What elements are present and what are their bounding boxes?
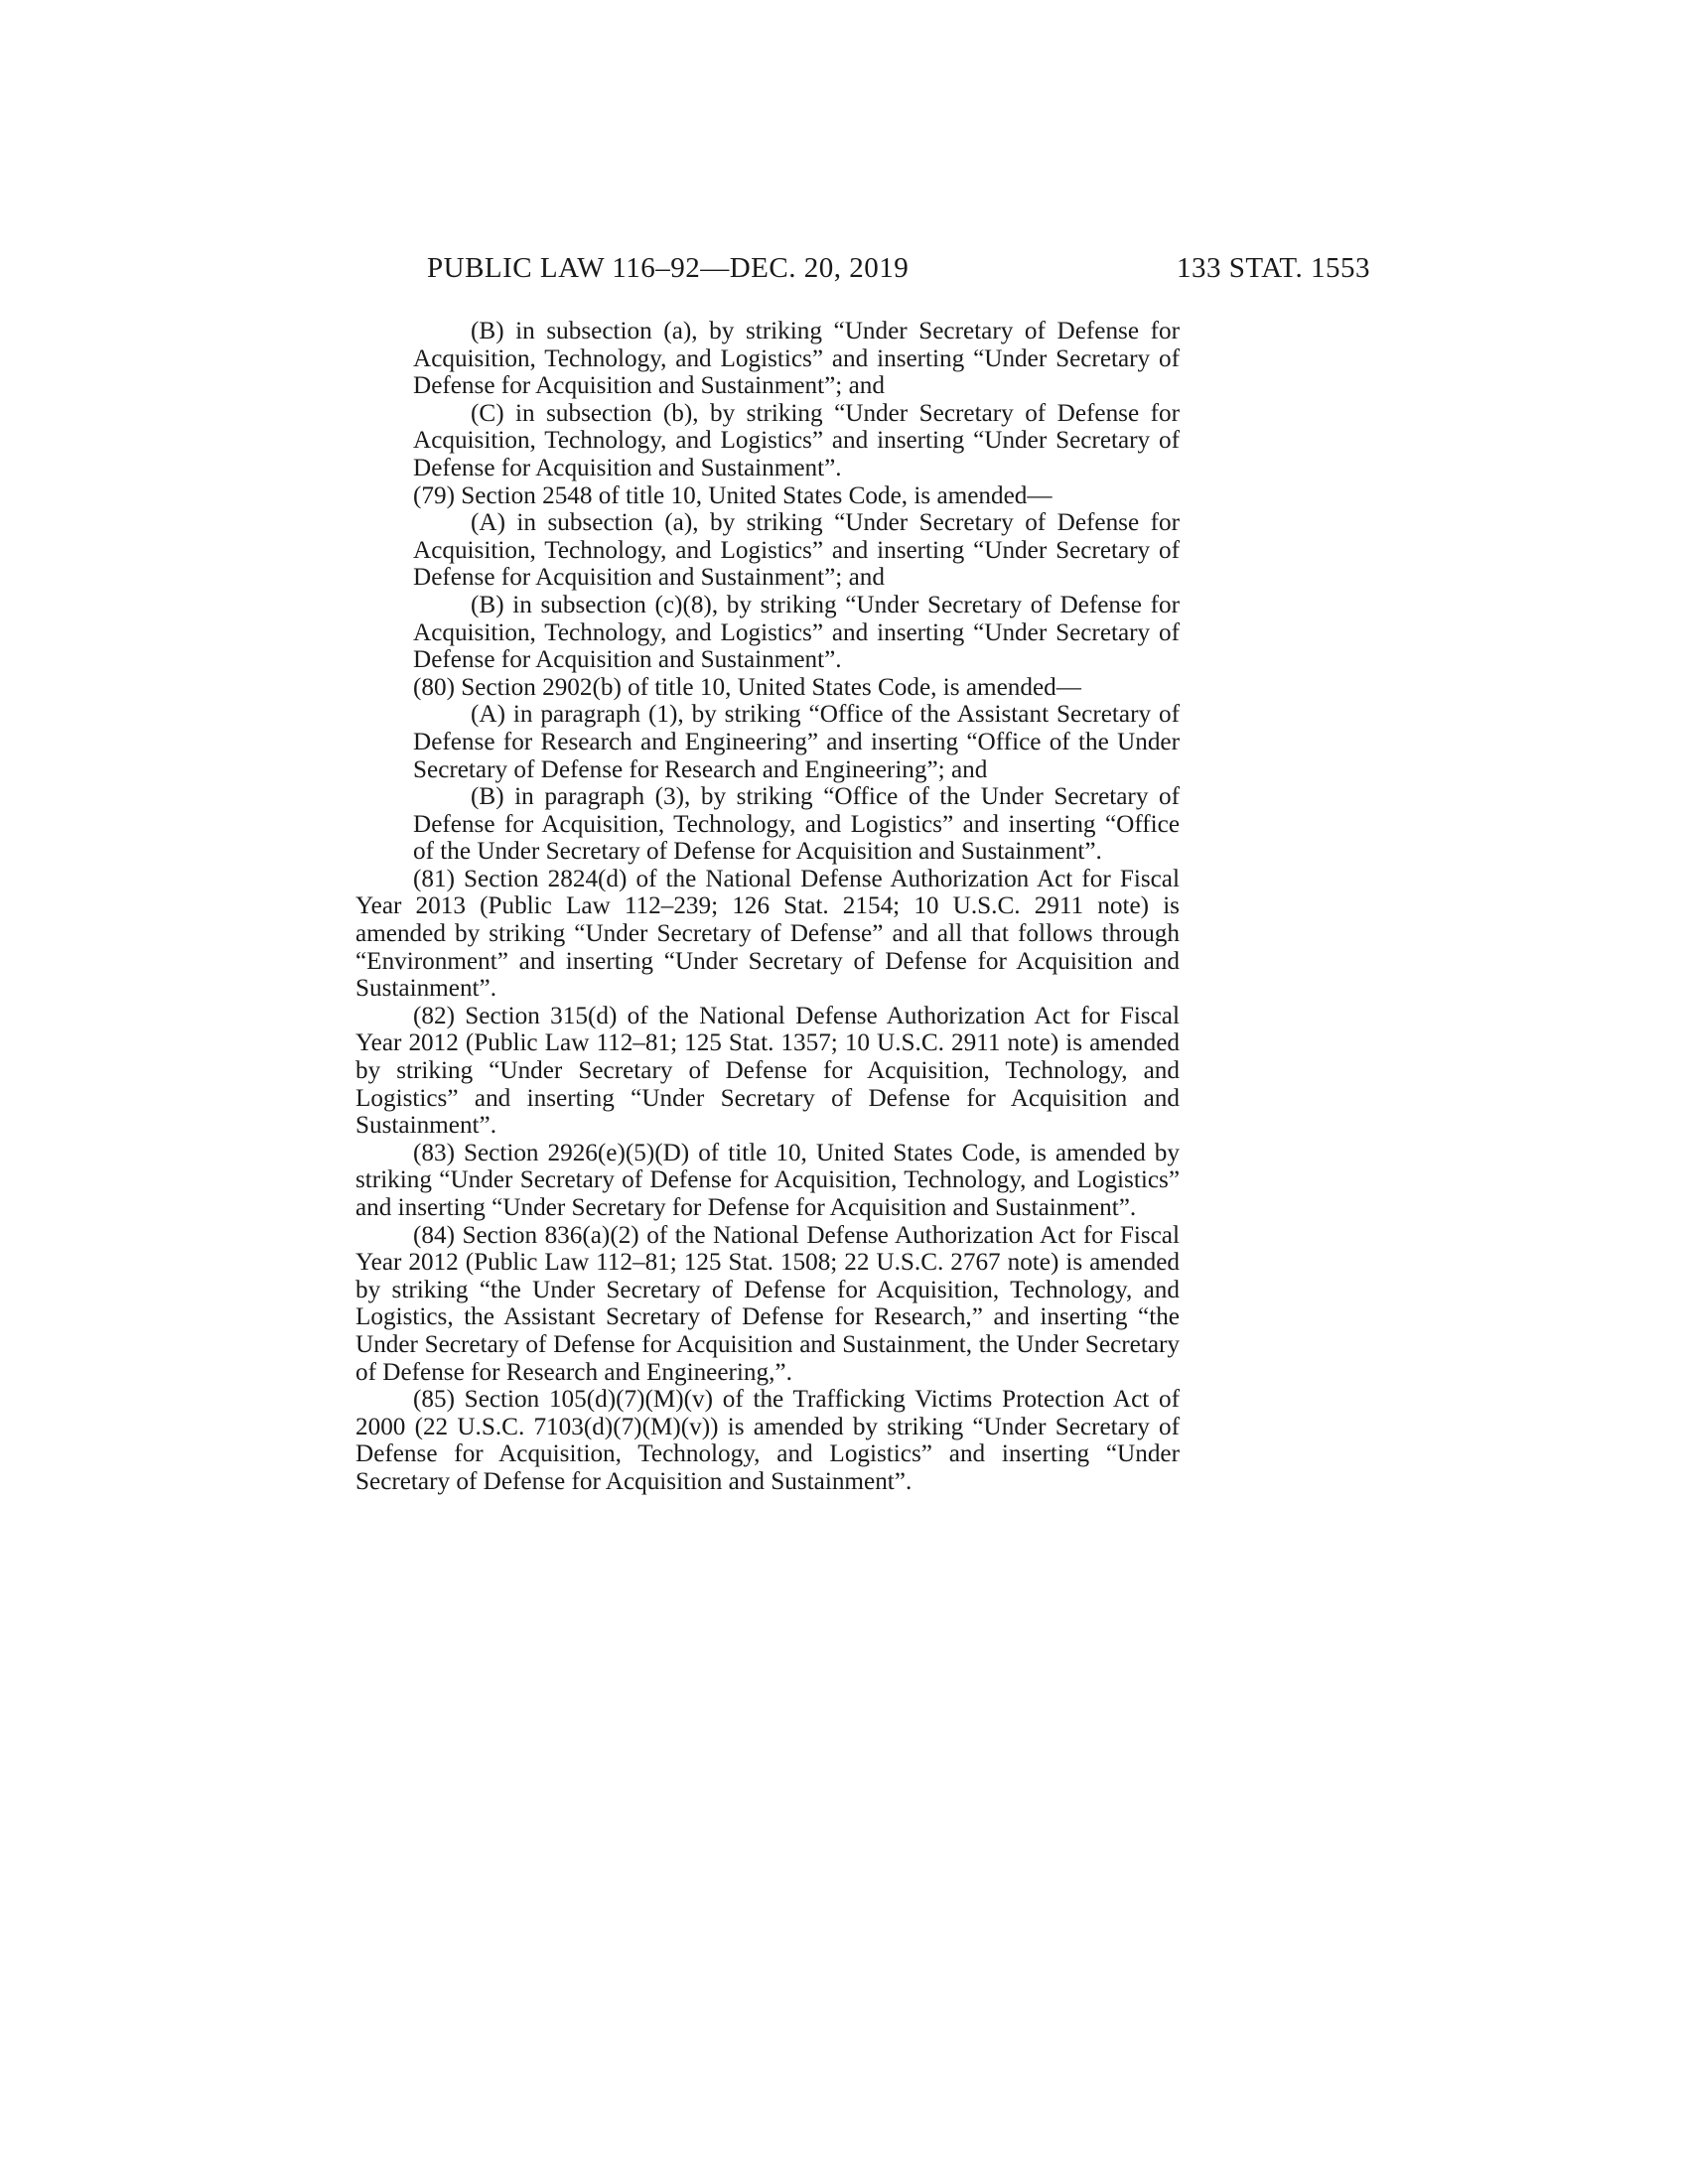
paragraph-83: (83) Section 2926(e)(5)(D) of title 10, United States Code, is amended by striking “Under Secretary of Defense for Acquisition, Technology, and Logistics” and inserting “Under Secretary for Defense for Acquisition and Sustainment”. <box>355 1139 1180 1221</box>
paragraph-80: (80) Section 2902(b) of title 10, United States Code, is amended— <box>413 673 1081 701</box>
paragraph-85: (85) Section 105(d)(7)(M)(v) of the Trafficking Victims Protection Act of 2000 (22 U.S.C. 7103(d)(7)(M)(v)) is amended by striking “Under Secretary of Defense for Acquisition, Technology, and Logistics” and inserting “Under Secretary of Defense for Acquisition and Sustainment”. <box>355 1386 1180 1495</box>
statute-page-number: 133 STAT. 1553 <box>1176 252 1370 284</box>
paragraph-79-b: (B) in subsection (c)(8), by striking “Under Secretary of Defense for Acquisition, Technology, and Logistics” and inserting “Under Secretary of Defense for Acquisition and Sustainment”. <box>413 591 1180 674</box>
paragraph-80-a: (A) in paragraph (1), by striking “Office of the Assistant Secretary of Defense for Research and Engineering” and inserting “Office of the Under Secretary of Defense for Research and Engineering”; and <box>413 701 1180 783</box>
paragraph-82: (82) Section 315(d) of the National Defense Authorization Act for Fiscal Year 2012 (Public Law 112–81; 125 Stat. 1357; 10 U.S.C. 2911 note) is amended by striking “Under Secretary of Defense for Acquisition, Technology, and Logistics” and inserting “Under Secretary of Defense for Acquisition and Sustainment”. <box>355 1002 1180 1140</box>
page-header <box>427 248 1370 288</box>
paragraph-80-b: (B) in paragraph (3), by striking “Office of the Under Secretary of Defense for Acquisition, Technology, and Logistics” and inserting “Office of the Under Secretary of Defense for Acquisition and Sustainment”. <box>413 783 1180 866</box>
paragraph-79: (79) Section 2548 of title 10, United States Code, is amended— <box>413 481 1053 509</box>
paragraph-81: (81) Section 2824(d) of the National Defense Authorization Act for Fiscal Year 2013 (Public Law 112–239; 126 Stat. 2154; 10 U.S.C. 2911 note) is amended by striking “Under Secretary of Defense” and all that follows through “Environment” and inserting “Under Secretary of Defense for Acquisition and Sustainment”. <box>355 865 1180 1003</box>
paragraph-84: (84) Section 836(a)(2) of the National Defense Authorization Act for Fiscal Year 2012 (Public Law 112–81; 125 Stat. 1508; 22 U.S.C. 2767 note) is amended by striking “the Under Secretary of Defense for Acquisition, Technology, and Logistics, the Assistant Secretary of Defense for Research,” and inserting “the Under Secretary of Defense for Acquisition and Sustainment, the Under Secretary of Defense for Research and Engineering,”. <box>355 1221 1180 1386</box>
paragraph-79-a: (A) in subsection (a), by striking “Under Secretary of Defense for Acquisition, Technology, and Logistics” and inserting “Under Secretary of Defense for Acquisition and Sustainment”; and <box>413 509 1180 592</box>
paragraph-78-b: (B) in subsection (a), by striking “Under Secretary of Defense for Acquisition, Technology, and Logistics” and inserting “Under Secretary of Defense for Acquisition and Sustainment”; and <box>413 318 1180 400</box>
body-text <box>355 318 1180 1496</box>
running-head-title: PUBLIC LAW 116–92—DEC. 20, 2019 <box>427 252 910 284</box>
paragraph-78-c: (C) in subsection (b), by striking “Under Secretary of Defense for Acquisition, Technology, and Logistics” and inserting “Under Secretary of Defense for Acquisition and Sustainment”. <box>413 399 1180 481</box>
